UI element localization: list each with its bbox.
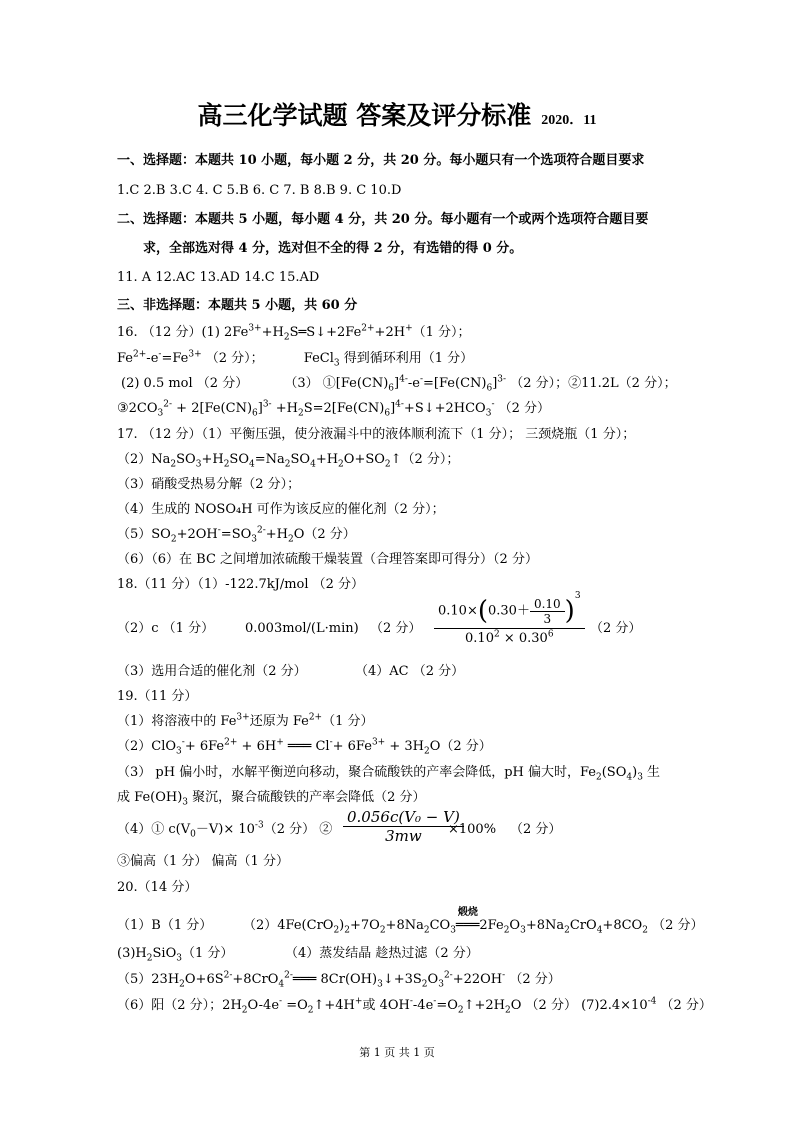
title-date: 2020．11 <box>541 113 597 128</box>
q17-line1: 17. （12 分）（1）平衡压强，使分液漏斗中的液体顺利流下（1 分）； 三颈烧瓶（1 分）； <box>117 427 636 442</box>
q19-fraction: $\frac{\text{0.056c(V₀ − V)}}{3mw}$ <box>343 808 464 845</box>
q20-line1: 20.（14 分） <box>117 880 198 895</box>
section1-answers: 1.C 2.B 3.C 4. C 5.B 6. C 7. B 8.B 9. C 10.D <box>117 183 402 198</box>
q19-line2: （1）将溶液中的 $Fe^{3+}$还原为 $Fe^{2+}(1$ 分） <box>117 712 374 729</box>
q18-rate: 0.003mol/(L·min) <box>245 621 359 636</box>
q19-line6a: （4）① $c(V_0-V)\times 10^{-3}(2$ 分） ② <box>117 820 333 840</box>
q16-line1: 16. （12 分）(1) $2Fe^{3+}+H_2S═S↓+2Fe^{2+}+2H^+(1$ 分）； <box>117 323 471 343</box>
q17-line6: （6）（6）在 BC 之间增加浓硫酸干燥装置（合理答案即可得分）（2 分） <box>117 552 538 567</box>
section2-heading-1: 二、选择题：本题共 5 小题，每小题 4 分，共 20 分。每小题有一个或两个选项符合题目要 <box>117 212 649 227</box>
q20-line2b: $(2)4Fe(CrO_2)_2+7O_2+8Na_2CO_3$ 煅烧 $═══2Fe_2O_3+8Na_2CrO_4+8CO_2$ （2 分） <box>243 907 704 936</box>
q19-line7: ③偏高（1 分） 偏高（1 分） <box>117 854 289 869</box>
q16-line2: $Fe^{2+}-e^-=Fe^{3+}$ （2 分）； FeCl$_3$ 得到循环利用（1 分） <box>117 349 474 369</box>
q17-line5: $(5)SO_2+2OH^-=SO_3^{2-}+H_2O(2$ 分） <box>117 525 356 545</box>
q17-line3: （3）硝酸受热易分解（2 分）； <box>117 477 301 492</box>
q19-line4: （3） pH 偏小时，水解平衡逆向移动，聚合硫酸铁的产率会降低，pH 偏大时，$Fe_2(SO_4)_3$ 生 <box>117 765 661 783</box>
section1-heading: 一、选择题：本题共 10 小题，每小题 2 分，共 20 分。每小题只有一个选项符合题目要求 <box>117 153 645 168</box>
q19-line3: $(2)ClO_3^-+ 6Fe^{2+} + 6H^+$ ═══ $Cl^-+ 6Fe^{3+} + 3H_2O(2$ 分） <box>117 737 492 757</box>
q19-percent: ×100% <box>448 822 497 837</box>
q19-line6d: （2 分） <box>510 822 562 837</box>
section3-heading: 三、非选择题：本题共 5 小题，共 60 分 <box>117 298 358 313</box>
q20-line3a: $(3)H_2SiO_3(1$ 分） <box>117 946 234 964</box>
q16-line4: $③2CO_3^{2-} + 2[Fe(CN)_6]^{3-}$ $+H_2S=2[Fe(CN)_6]^{4-}+S↓+2HCO_3^-$ （2 分） <box>117 399 551 419</box>
section2-answers: 11. A 12.AC 13.AD 14.C 15.AD <box>117 270 320 285</box>
q18-line2d: （2 分） <box>590 621 642 636</box>
q19-line5: 成 $Fe(OH)_3$ 聚沉，聚合硫酸铁的产率会降低（2 分） <box>117 790 426 808</box>
page-footer: 第 1 页 共 1 页 <box>359 1046 435 1059</box>
q18-line3b: （4）AC （2 分） <box>355 664 465 679</box>
q18-equilibrium-fraction: 0.10×(0.30＋ $\frac{0.10}{3}$ )$^3$ $0.10^2 \times 0.30^6$ <box>434 596 585 646</box>
q19-line1: 19.（11 分） <box>117 689 198 704</box>
q18-line1: 18.（11 分）（1）-122.7kJ/mol （2 分） <box>117 577 365 592</box>
q18-line3a: （3）选用合适的催化剂（2 分） <box>117 664 307 679</box>
q20-line3b: （4）蒸发结晶 趁热过滤（2 分） <box>285 946 479 961</box>
q16-line3: (2) 0.5 mol （2 分） （3） $①[Fe(CN)_6]^{4-}-e^-=[Fe(CN)_6]^{3-}$ （2 分）；②11.2L（2 分）； <box>121 374 677 394</box>
q18-line2a: （2）c （1 分） <box>117 621 215 636</box>
page-title <box>0 96 794 132</box>
q20-line4: $(5)23H_2O+6S^{2-}+8CrO_4^{2-}═══$ $8Cr(OH)_3↓+3S_2O_3^{2-}+22OH^-$ （2 分） <box>117 970 561 990</box>
q20-line5: （6）阳（2 分）；$2H_2O-4e^-$ $=O_2↑+4H^+$或 $4OH^--4e^-=O_2↑+2H_2O$ （2 分） $(7)2.4\times 10^{-4}$ （2 分） <box>117 996 712 1016</box>
section2-heading-2: 求，全部选对得 4 分，选对但不全的得 2 分，有选错的得 0 分。 <box>143 241 523 256</box>
q18-line2c: （2 分） <box>370 621 422 636</box>
q20-line2a: （1）B（1 分） <box>117 918 213 933</box>
q17-line4: （4）生成的 NOSO₄H 可作为该反应的催化剂（2 分）； <box>117 502 445 517</box>
q17-line2: $(2)Na_2SO_3+H_2SO_4=Na_2SO_4+H_2O+SO_2↑(2$ 分）； <box>117 452 460 470</box>
title-text: 高三化学试题 答案及评分标准 <box>197 101 532 130</box>
